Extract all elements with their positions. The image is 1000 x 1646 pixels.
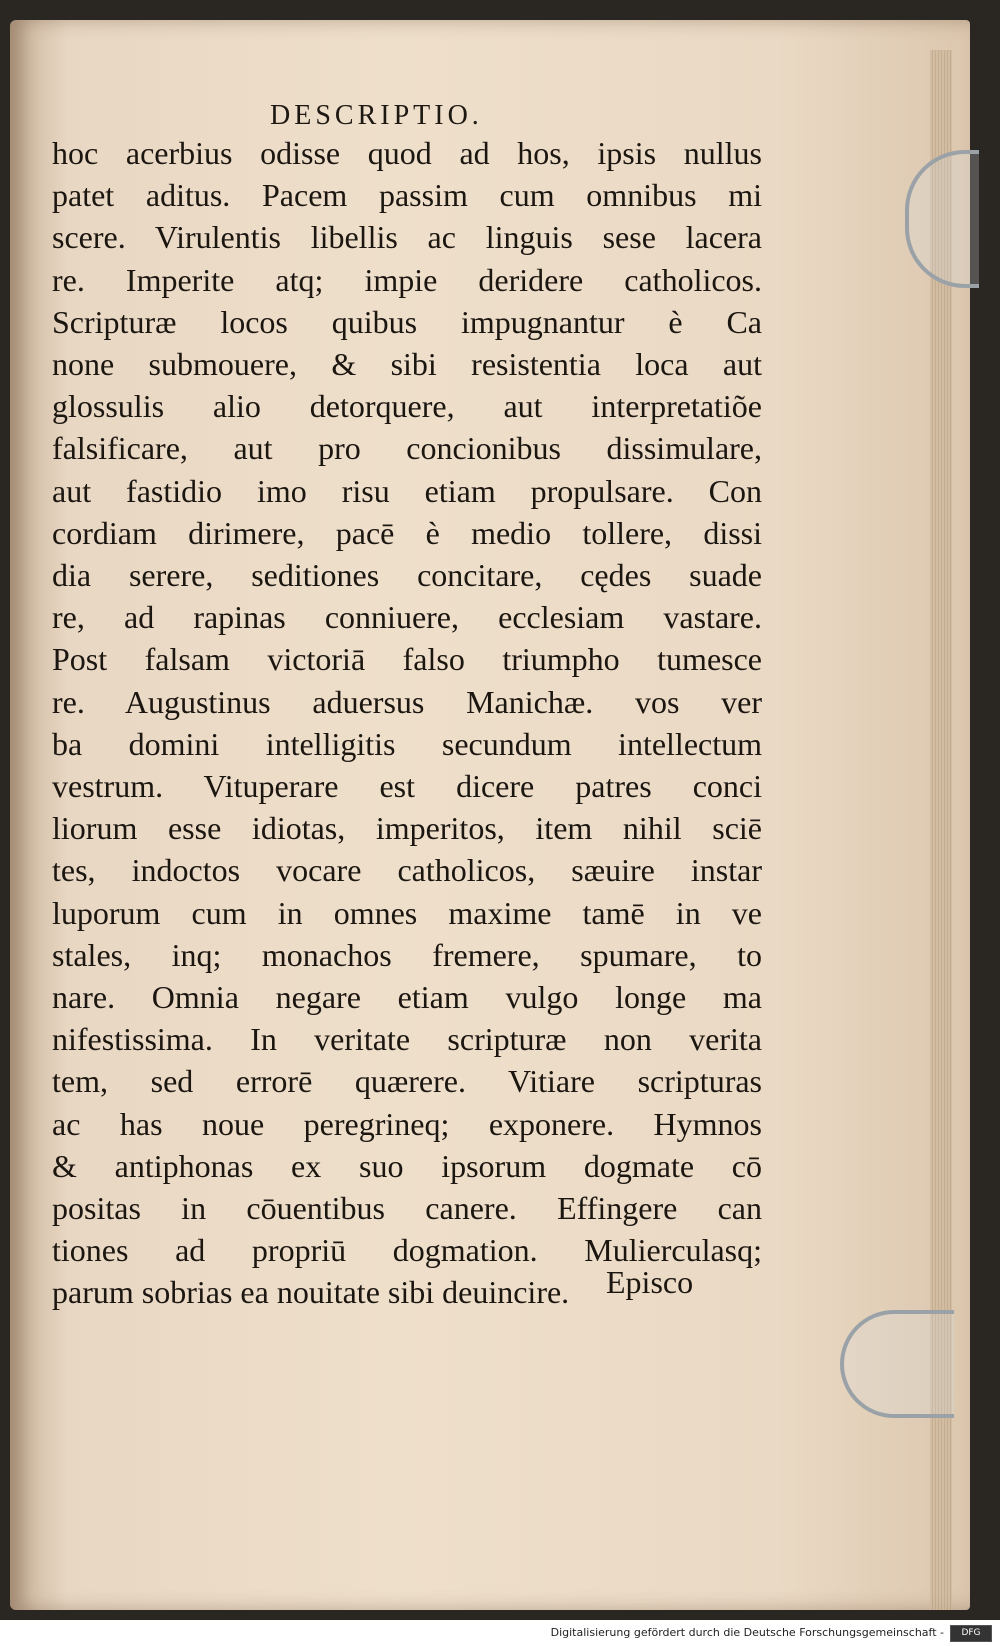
text-line: hoc acerbius odisse quod ad hos, ipsis nullus — [52, 135, 762, 171]
text-line: tes, indoctos vocare catholicos, sæuire instar — [52, 852, 762, 889]
page-header: DESCRIPTIO. — [270, 100, 483, 131]
text-line: scere. Virulentis libellis ac linguis sese lacera — [52, 219, 762, 256]
text-line: nare. Omnia negare etiam vulgo longe ma — [52, 979, 762, 1016]
text-line: ba domini intelligitis secundum intellectum — [52, 725, 762, 762]
footer-credit: Digitalisierung gefördert durch die Deutsche Forschungsgemeinschaft - — [550, 1626, 944, 1639]
text-line: re, ad rapinas conniuere, ecclesiam vastare. — [52, 599, 762, 636]
text-line: vestrum. Vituperare est dicere patres conci — [52, 768, 762, 805]
text-line: ac has noue peregrineq; exponere. Hymnos — [52, 1105, 762, 1142]
text-line: & antiphonas ex suo ipsorum dogmate cō — [52, 1147, 762, 1184]
text-line: tem, sed errorē quærere. Vitiare scripturas — [52, 1063, 762, 1100]
text-line: liorum esse idiotas, imperitos, item nihil sciē — [52, 810, 762, 847]
catchword: Episco — [606, 1264, 694, 1300]
text-line: stales, inq; monachos fremere, spumare, to — [52, 936, 762, 973]
text-line: none submouere, & sibi resistentia loca aut — [52, 346, 762, 383]
text-line: positas in cōuentibus canere. Effingere can — [52, 1190, 762, 1227]
text-line: falsificare, aut pro concionibus dissimulare, — [52, 430, 762, 467]
text-line: aut fastidio imo risu etiam propulsare. Con — [52, 472, 762, 509]
text-line: nifestissima. In veritate scripturæ non verita — [52, 1021, 762, 1058]
text-line: luporum cum in omnes maxime tamē in ve — [52, 894, 762, 931]
text-line: Post falsam victoriā falso triumpho tumesce — [52, 641, 762, 678]
text-line: glossulis alio detorquere, aut interpretatiõe — [52, 388, 762, 425]
text-line: parum sobrias ea nouitate sibi deuincire. — [52, 1274, 570, 1311]
text-line: patet aditus. Pacem passim cum omnibus mi — [52, 177, 762, 214]
text-line: cordiam dirimere, pacē è medio tollere, dissi — [52, 514, 762, 551]
text-line: re. Imperite atq; impie deridere catholicos. — [52, 261, 762, 298]
dfg-logo-icon: DFG — [950, 1625, 992, 1642]
text-line: Scripturæ locos quibus impugnantur è Ca — [52, 303, 762, 340]
footer-bar — [0, 1620, 1000, 1646]
body-text — [52, 132, 762, 1314]
text-line: dia serere, seditiones concitare, cędes suade — [52, 557, 762, 594]
text-line: tiones ad propriū dogmation. Mulierculasq; — [52, 1232, 762, 1269]
paper-clip-icon — [840, 1310, 954, 1418]
text-line: re. Augustinus aduersus Manichæ. vos ver — [52, 683, 762, 720]
